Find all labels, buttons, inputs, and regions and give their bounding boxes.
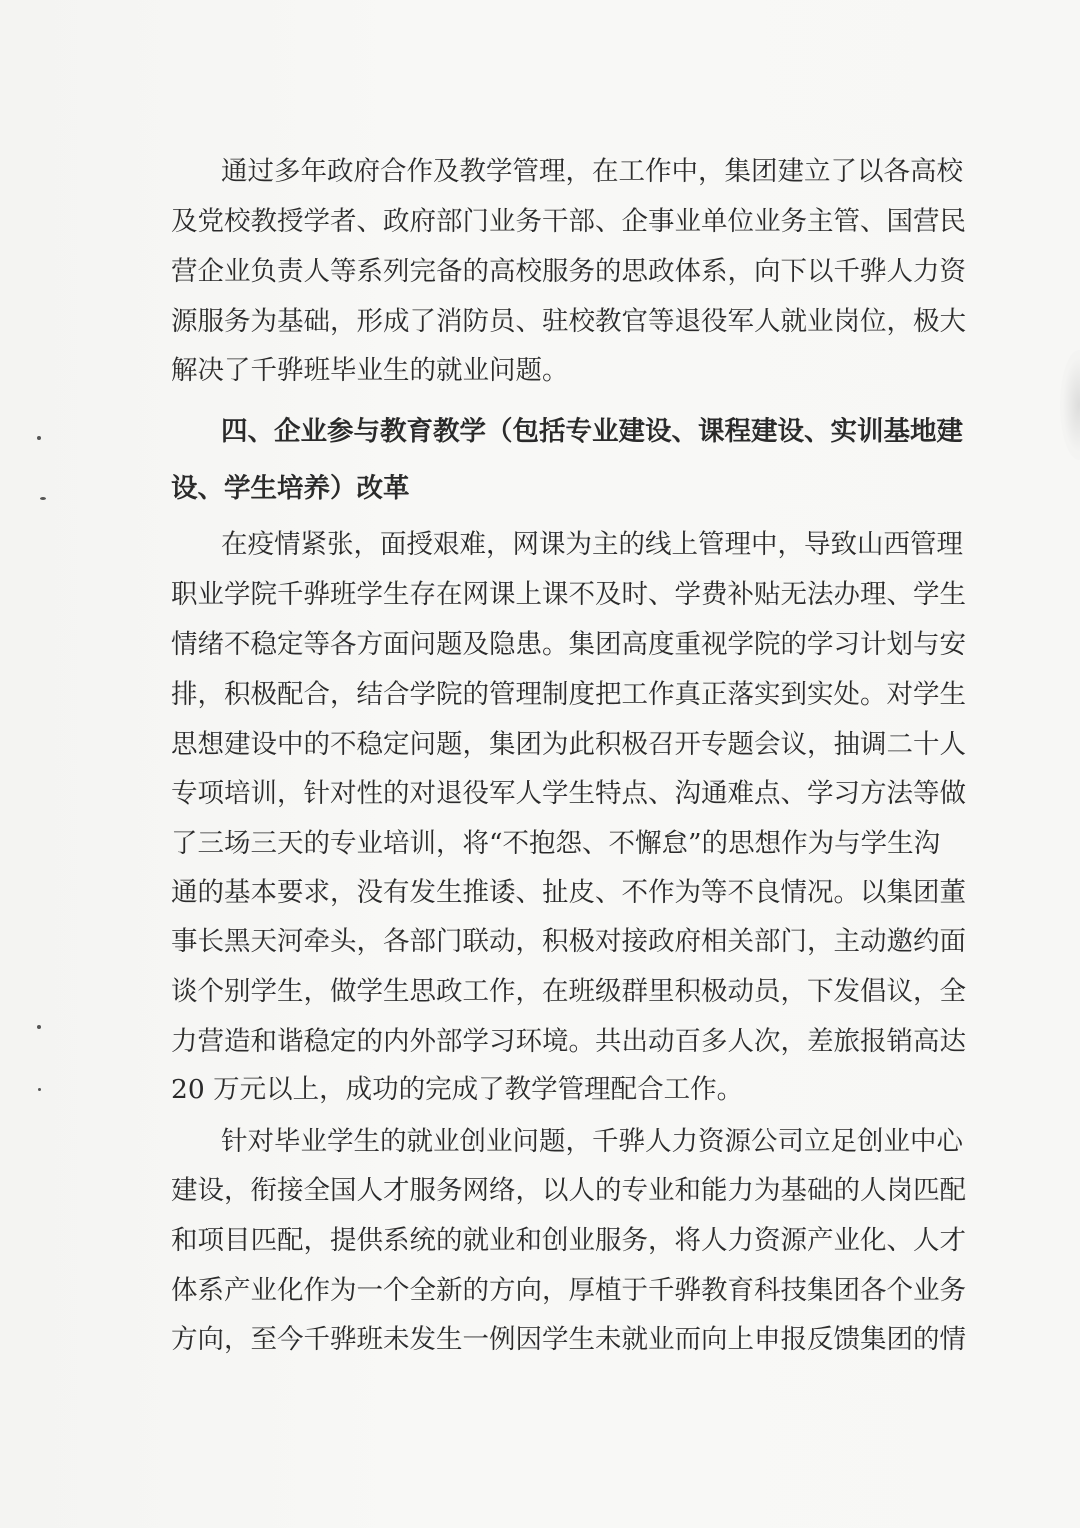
text-line: 源服务为基础，形成了消防员、驻校教官等退役军人就业岗位，极大 xyxy=(171,306,966,337)
binding-hole-mark xyxy=(37,436,41,440)
binding-hole-mark xyxy=(40,497,46,500)
text-line: 了三场三天的专业培训，将“不抱怨、不懈怠”的思想作为与学生沟 xyxy=(171,828,941,859)
text-line: 方向，至今千骅班未发生一例因学生未就业而向上申报反馈集团的情 xyxy=(171,1324,966,1355)
text-line: 在疫情紧张，面授艰难，网课为主的线上管理中，导致山西管理 xyxy=(221,529,963,560)
text-line: 建设，衔接全国人才服务网络，以人的专业和能力为基础的人岗匹配 xyxy=(171,1175,966,1206)
text-line: 排，积极配合，结合学院的管理制度把工作真正落实到实处。对学生 xyxy=(171,679,966,710)
text-line: 专项培训，针对性的对退役军人学生特点、沟通难点、学习方法等做 xyxy=(171,778,966,809)
text-line: 解决了千骅班毕业生的就业问题。 xyxy=(171,355,569,386)
text-line: 力营造和谐稳定的内外部学习环境。共出动百多人次，差旅报销高达 xyxy=(171,1026,966,1057)
text-line: 营企业负责人等系列完备的高校服务的思政体系，向下以千骅人力资 xyxy=(171,256,966,287)
heading-line: 四、企业参与教育教学（包括专业建设、课程建设、实训基地建 xyxy=(221,416,963,447)
text-line: 通过多年政府合作及教学管理，在工作中，集团建立了以各高校 xyxy=(221,156,963,187)
text-line: 职业学院千骅班学生存在网课上课不及时、学费补贴无法办理、学生 xyxy=(171,579,966,610)
text-line: 20 万元以上，成功的完成了教学管理配合工作。 xyxy=(171,1074,744,1105)
binding-hole-mark xyxy=(38,1088,41,1091)
text-line: 针对毕业学生的就业创业问题，千骅人力资源公司立足创业中心 xyxy=(221,1126,963,1157)
text-line: 体系产业化作为一个全新的方向，厚植于千骅教育科技集团各个业务 xyxy=(171,1275,966,1306)
text-line: 事长黑天河牵头，各部门联动，积极对接政府相关部门，主动邀约面 xyxy=(171,926,966,957)
text-line: 谈个别学生，做学生思政工作，在班级群里积极动员，下发倡议，全 xyxy=(171,976,966,1007)
heading-line: 设、学生培养）改革 xyxy=(171,473,410,504)
text-line: 通的基本要求，没有发生推诿、扯皮、不作为等不良情况。以集团董 xyxy=(171,877,966,908)
text-line: 和项目匹配，提供系统的就业和创业服务，将人力资源产业化、人才 xyxy=(171,1225,966,1256)
text-line: 情绪不稳定等各方面问题及隐患。集团高度重视学院的学习计划与安 xyxy=(171,629,966,660)
text-line: 思想建设中的不稳定问题，集团为此积极召开专题会议，抽调二十人 xyxy=(171,729,966,760)
page-edge-shadow xyxy=(1060,350,1080,460)
binding-hole-mark xyxy=(37,1025,41,1029)
text-line: 及党校教授学者、政府部门业务干部、企事业单位业务主管、国营民 xyxy=(171,206,966,237)
